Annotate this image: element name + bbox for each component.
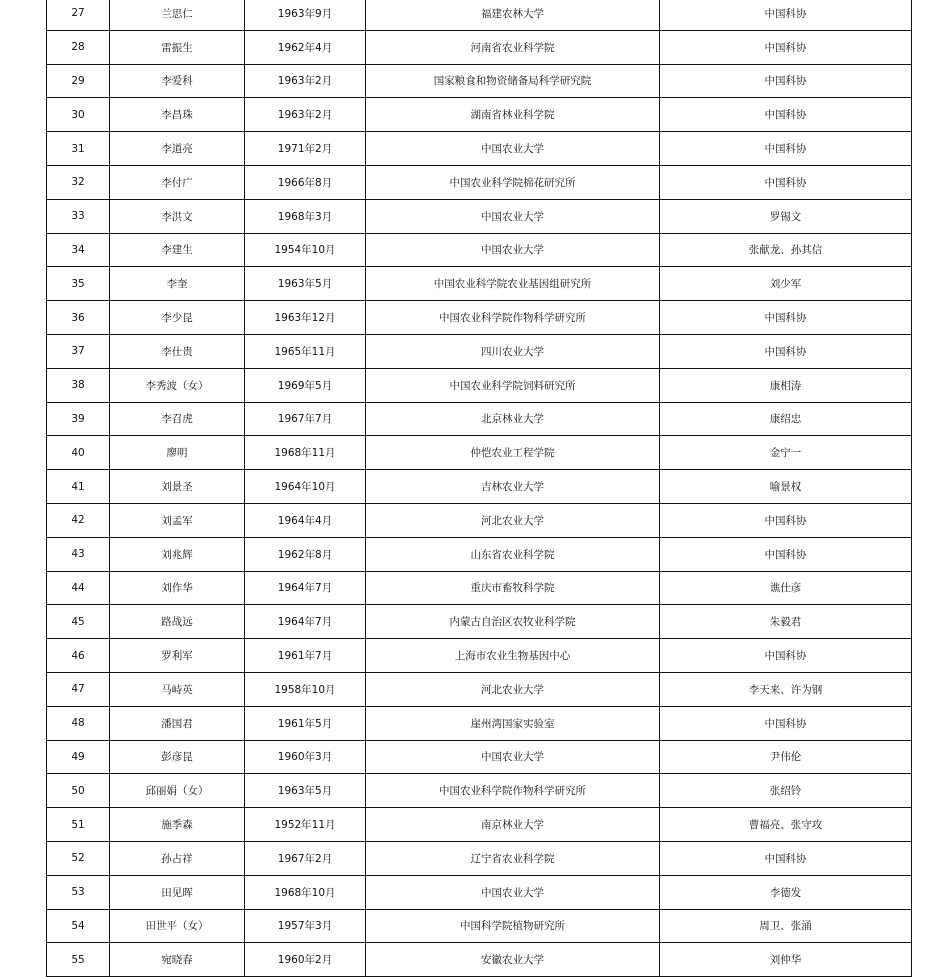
work-unit-cell: 中国农业科学院棉花研究所 [366,165,660,199]
work-unit-cell: 崖州湾国家实验室 [366,706,660,740]
birth-date-cell: 1963年9月 [245,0,366,30]
work-unit-cell: 福建农林大学 [366,0,660,30]
nominator-cell: 康绍忠 [660,402,912,436]
name-cell: 孙占祥 [110,841,245,875]
name-cell: 李洪文 [110,199,245,233]
nominator-cell: 中国科协 [660,537,912,571]
row-number-cell: 42 [47,503,110,537]
work-unit-cell: 内蒙古自治区农牧业科学院 [366,605,660,639]
birth-date-cell: 1961年7月 [245,639,366,673]
name-cell: 李爱科 [110,64,245,98]
birth-date-cell: 1960年3月 [245,740,366,774]
name-cell: 刘兆辉 [110,537,245,571]
birth-date-cell: 1964年7月 [245,571,366,605]
nominator-cell: 中国科协 [660,503,912,537]
table-row [47,503,912,537]
row-number-cell: 27 [47,0,110,30]
name-cell: 施季森 [110,808,245,842]
table-row [47,672,912,706]
nominator-cell: 中国科协 [660,132,912,166]
row-number-cell: 32 [47,165,110,199]
name-cell: 罗利军 [110,639,245,673]
table-row [47,943,912,977]
birth-date-cell: 1968年3月 [245,199,366,233]
birth-date-cell: 1963年5月 [245,267,366,301]
row-number-cell: 29 [47,64,110,98]
birth-date-cell: 1971年2月 [245,132,366,166]
table-body [47,0,912,977]
table-row [47,0,912,30]
birth-date-cell: 1963年12月 [245,301,366,335]
nominator-cell: 张献龙、孙其信 [660,233,912,267]
name-cell: 刘作华 [110,571,245,605]
row-number-cell: 41 [47,470,110,504]
row-number-cell: 46 [47,639,110,673]
table-row [47,841,912,875]
nominator-cell: 李天来、许为钢 [660,672,912,706]
birth-date-cell: 1952年11月 [245,808,366,842]
work-unit-cell: 中国农业大学 [366,132,660,166]
work-unit-cell: 河北农业大学 [366,672,660,706]
name-cell: 田世平（女） [110,909,245,943]
table-row [47,706,912,740]
nominator-cell: 中国科协 [660,64,912,98]
row-number-cell: 47 [47,672,110,706]
birth-date-cell: 1963年5月 [245,774,366,808]
row-number-cell: 49 [47,740,110,774]
nominator-cell: 朱毅君 [660,605,912,639]
work-unit-cell: 湖南省林业科学院 [366,98,660,132]
work-unit-cell: 南京林业大学 [366,808,660,842]
table-row [47,571,912,605]
nominator-cell: 中国科协 [660,841,912,875]
table-row [47,301,912,335]
name-cell: 路战远 [110,605,245,639]
table-row [47,875,912,909]
row-number-cell: 35 [47,267,110,301]
birth-date-cell: 1963年2月 [245,64,366,98]
name-cell: 宛晓春 [110,943,245,977]
row-number-cell: 31 [47,132,110,166]
work-unit-cell: 山东省农业科学院 [366,537,660,571]
work-unit-cell: 安徽农业大学 [366,943,660,977]
birth-date-cell: 1962年4月 [245,30,366,64]
birth-date-cell: 1969年5月 [245,368,366,402]
birth-date-cell: 1968年11月 [245,436,366,470]
row-number-cell: 40 [47,436,110,470]
birth-date-cell: 1964年10月 [245,470,366,504]
table-row [47,267,912,301]
nominator-cell: 中国科协 [660,98,912,132]
table-row [47,165,912,199]
work-unit-cell: 中国农业大学 [366,875,660,909]
name-cell: 李仕贵 [110,334,245,368]
name-cell: 李道亮 [110,132,245,166]
birth-date-cell: 1963年2月 [245,98,366,132]
row-number-cell: 51 [47,808,110,842]
birth-date-cell: 1961年5月 [245,706,366,740]
nominator-cell: 曹福亮、张守攻 [660,808,912,842]
work-unit-cell: 中国农业科学院饲料研究所 [366,368,660,402]
nominator-cell: 张绍铃 [660,774,912,808]
birth-date-cell: 1967年7月 [245,402,366,436]
birth-date-cell: 1962年8月 [245,537,366,571]
nominator-cell: 刘仲华 [660,943,912,977]
nominator-cell: 中国科协 [660,706,912,740]
nominator-cell: 中国科协 [660,0,912,30]
name-cell: 彭彦昆 [110,740,245,774]
birth-date-cell: 1968年10月 [245,875,366,909]
name-cell: 潘国君 [110,706,245,740]
work-unit-cell: 中国农业大学 [366,199,660,233]
name-cell: 邱丽娟（女） [110,774,245,808]
table-row [47,774,912,808]
nominator-cell: 金宁一 [660,436,912,470]
table-row [47,98,912,132]
name-cell: 李召虎 [110,402,245,436]
name-cell: 兰思仁 [110,0,245,30]
nominator-cell: 谯仕彦 [660,571,912,605]
birth-date-cell: 1958年10月 [245,672,366,706]
table-row [47,740,912,774]
nominator-cell: 罗锡文 [660,199,912,233]
work-unit-cell: 河南省农业科学院 [366,30,660,64]
nominator-cell: 尹伟伦 [660,740,912,774]
birth-date-cell: 1964年7月 [245,605,366,639]
nominator-cell: 中国科协 [660,334,912,368]
row-number-cell: 38 [47,368,110,402]
row-number-cell: 34 [47,233,110,267]
row-number-cell: 36 [47,301,110,335]
work-unit-cell: 中国农业大学 [366,233,660,267]
work-unit-cell: 河北农业大学 [366,503,660,537]
nominator-cell: 康相涛 [660,368,912,402]
table-row [47,808,912,842]
birth-date-cell: 1957年3月 [245,909,366,943]
nominator-cell: 中国科协 [660,301,912,335]
row-number-cell: 53 [47,875,110,909]
name-cell: 雷振生 [110,30,245,64]
table-row [47,537,912,571]
row-number-cell: 54 [47,909,110,943]
name-cell: 刘景圣 [110,470,245,504]
birth-date-cell: 1964年4月 [245,503,366,537]
work-unit-cell: 仲恺农业工程学院 [366,436,660,470]
name-cell: 李建生 [110,233,245,267]
nominator-cell: 喻景权 [660,470,912,504]
row-number-cell: 52 [47,841,110,875]
row-number-cell: 39 [47,402,110,436]
birth-date-cell: 1960年2月 [245,943,366,977]
work-unit-cell: 上海市农业生物基因中心 [366,639,660,673]
work-unit-cell: 四川农业大学 [366,334,660,368]
nominator-cell: 中国科协 [660,639,912,673]
nominator-cell: 中国科协 [660,165,912,199]
birth-date-cell: 1954年10月 [245,233,366,267]
row-number-cell: 28 [47,30,110,64]
name-cell: 马峙英 [110,672,245,706]
name-cell: 李少昆 [110,301,245,335]
work-unit-cell: 中国农业大学 [366,740,660,774]
work-unit-cell: 国家粮食和物资储备局科学研究院 [366,64,660,98]
name-cell: 李奎 [110,267,245,301]
row-number-cell: 43 [47,537,110,571]
table-row [47,64,912,98]
work-unit-cell: 中国农业科学院作物科学研究所 [366,301,660,335]
name-cell: 田见晖 [110,875,245,909]
table-row [47,132,912,166]
name-cell: 廖明 [110,436,245,470]
row-number-cell: 50 [47,774,110,808]
table-row [47,233,912,267]
nominator-cell: 周卫、张涌 [660,909,912,943]
work-unit-cell: 中国农业科学院作物科学研究所 [366,774,660,808]
nominator-cell: 中国科协 [660,30,912,64]
work-unit-cell: 中国农业科学院农业基因组研究所 [366,267,660,301]
table-row [47,199,912,233]
table-row [47,30,912,64]
row-number-cell: 37 [47,334,110,368]
name-cell: 李付广 [110,165,245,199]
row-number-cell: 33 [47,199,110,233]
table-row [47,639,912,673]
row-number-cell: 30 [47,98,110,132]
table-row [47,436,912,470]
name-cell: 李秀波（女） [110,368,245,402]
work-unit-cell: 北京林业大学 [366,402,660,436]
work-unit-cell: 吉林农业大学 [366,470,660,504]
table-row [47,334,912,368]
name-cell: 李昌珠 [110,98,245,132]
nominator-cell: 李德发 [660,875,912,909]
table-row [47,909,912,943]
row-number-cell: 45 [47,605,110,639]
table-row [47,605,912,639]
row-number-cell: 44 [47,571,110,605]
birth-date-cell: 1966年8月 [245,165,366,199]
work-unit-cell: 中国科学院植物研究所 [366,909,660,943]
nominator-cell: 刘少军 [660,267,912,301]
table-row [47,368,912,402]
work-unit-cell: 重庆市畜牧科学院 [366,571,660,605]
candidate-table [46,0,912,977]
table-row [47,402,912,436]
row-number-cell: 48 [47,706,110,740]
name-cell: 刘孟军 [110,503,245,537]
row-number-cell: 55 [47,943,110,977]
work-unit-cell: 辽宁省农业科学院 [366,841,660,875]
birth-date-cell: 1965年11月 [245,334,366,368]
table-row [47,470,912,504]
birth-date-cell: 1967年2月 [245,841,366,875]
